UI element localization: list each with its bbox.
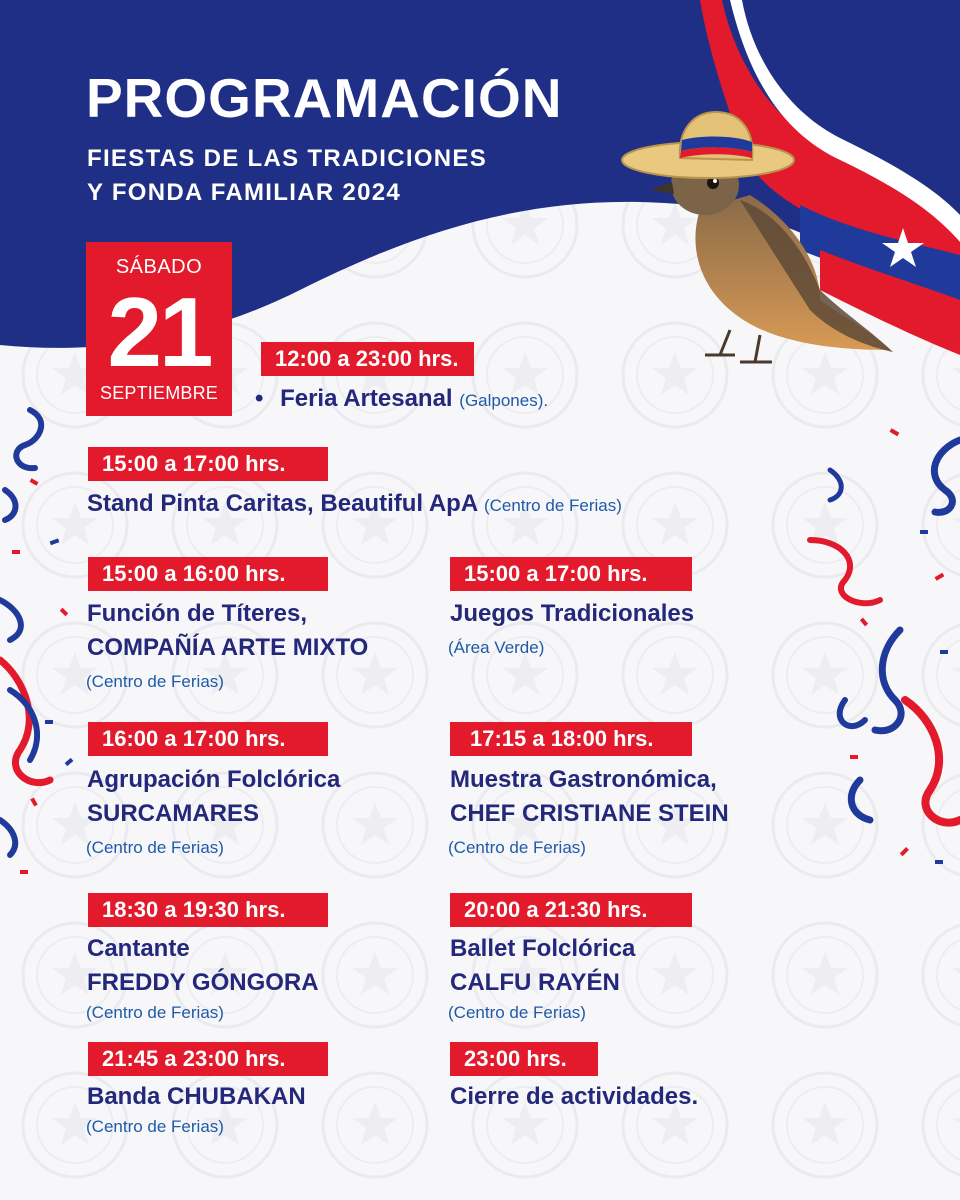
event-title-titeres-1: Función de Títeres, (87, 600, 308, 627)
time-tag-titeres: 15:00 a 16:00 hrs. (88, 557, 328, 591)
time-tag-banda: 21:45 a 23:00 hrs. (88, 1042, 328, 1076)
event-title-banda: Banda CHUBAKAN (87, 1083, 306, 1110)
event-title-cantante-2: FREDDY GÓNGORA (87, 969, 319, 996)
page-title: PROGRAMACIÓN (86, 67, 563, 129)
event-location-juegos: (Área Verde) (448, 638, 545, 657)
event-stand (87, 487, 622, 523)
subtitle-line-1: FIESTAS DE LAS TRADICIONES (87, 145, 488, 172)
subtitle-line-2: Y FONDA FAMILIAR 2024 (87, 179, 402, 206)
event-title-titeres-2: COMPAÑÍA ARTE MIXTO (87, 634, 369, 661)
event-title-gastronomica-1: Muestra Gastronómica, (450, 766, 717, 793)
time-tag-cierre: 23:00 hrs. (450, 1042, 598, 1076)
event-title-juegos: Juegos Tradicionales (450, 600, 695, 627)
event-location-cantante: (Centro de Ferias) (86, 1003, 224, 1022)
event-title-folclorica-1: Agrupación Folclórica (87, 766, 341, 793)
date-weekday: SÁBADO (115, 256, 203, 278)
event-title-folclorica-2: SURCAMARES (87, 800, 260, 827)
time-tag-stand: 15:00 a 17:00 hrs. (88, 447, 328, 481)
event-location-gastronomica: (Centro de Ferias) (448, 838, 586, 857)
date-day-number: 21 (107, 277, 211, 387)
event-location-feria: (Galpones). (459, 391, 549, 410)
bullet-icon: • (255, 385, 264, 412)
event-location-ballet: (Centro de Ferias) (448, 1003, 586, 1022)
time-tag-feria: 12:00 a 23:00 hrs. (261, 342, 474, 376)
time-tag-cantante: 18:30 a 19:30 hrs. (88, 893, 328, 927)
time-tag-ballet: 20:00 a 21:30 hrs. (450, 893, 692, 927)
event-location-folclorica: (Centro de Ferias) (86, 838, 224, 857)
event-location-stand: (Centro de Ferias) (483, 496, 622, 515)
date-badge (86, 242, 232, 416)
event-title-cantante-1: Cantante (87, 935, 190, 962)
event-location-banda: (Centro de Ferias) (86, 1117, 224, 1136)
event-title-feria: Feria Artesanal (280, 385, 453, 412)
event-title-gastronomica-2: CHEF CRISTIANE STEIN (450, 800, 729, 827)
event-location-titeres: (Centro de Ferias) (86, 672, 224, 691)
event-title-ballet-2: CALFU RAYÉN (450, 969, 620, 996)
event-title-ballet-1: Ballet Folclórica (450, 935, 636, 962)
event-title-cierre: Cierre de actividades. (450, 1083, 699, 1110)
event-title-stand: Stand Pinta Caritas, Beautiful ApA (87, 490, 478, 517)
time-tag-gastronomica: 17:15 a 18:00 hrs. (450, 722, 692, 756)
time-tag-folclorica: 16:00 a 17:00 hrs. (88, 722, 328, 756)
time-tag-juegos: 15:00 a 17:00 hrs. (450, 557, 692, 591)
event-feria (255, 382, 548, 418)
date-month: SEPTIEMBRE (99, 383, 219, 403)
